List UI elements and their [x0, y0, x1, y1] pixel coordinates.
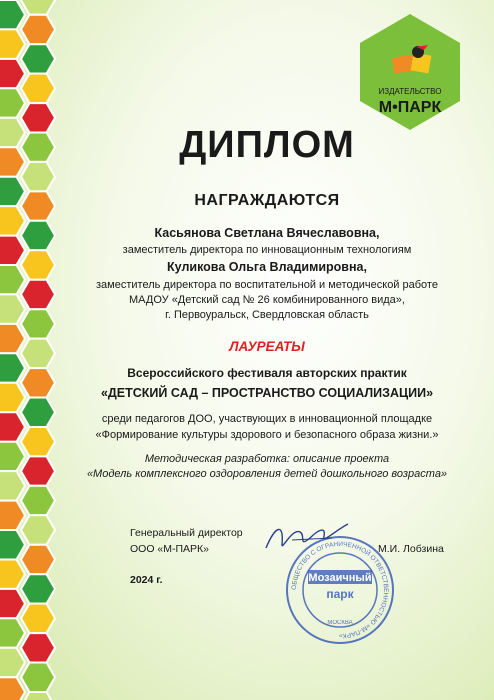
- stamp-top-text: Мозаичный: [308, 572, 372, 584]
- stamp-bottom-text: парк: [326, 587, 354, 601]
- logo-line2: М•ПАРК: [378, 99, 442, 116]
- hexagon-shape: [21, 663, 55, 693]
- hexagon-shape: [0, 29, 25, 59]
- hexagon-shape: [21, 0, 55, 15]
- logo-line1: ИЗДАТЕЛЬСТВО: [378, 87, 442, 96]
- director-signature: [262, 518, 352, 556]
- stamp-city-text: МОСКВА: [327, 620, 353, 626]
- hexagon-shape: [21, 486, 55, 516]
- hexagon-shape: [21, 15, 55, 45]
- hexagon-shape: [0, 530, 25, 560]
- hexagon-shape: [21, 44, 55, 73]
- hexagon-shape: [21, 515, 55, 544]
- hexagon-shape: [21, 604, 55, 634]
- organization-line2: г. Первоуральск, Свердловская область: [165, 309, 369, 321]
- hexagon-shape: [0, 648, 25, 677]
- festival-name: «ДЕТСКИЙ САД – ПРОСТРАНСТВО СОЦИАЛИЗАЦИИ»: [100, 386, 434, 400]
- year: 2024 г.: [130, 574, 163, 586]
- among-line2: «Формирование культуры здорового и безопасного образа жизни.»: [95, 429, 439, 441]
- director-title: Генеральный директор: [130, 527, 243, 539]
- recipient2-position: заместитель директора по воспитательной и методической работе: [96, 279, 438, 291]
- laureates-heading: ЛАУРЕАТЫ: [229, 339, 305, 354]
- hexagon-shape: [21, 633, 55, 662]
- awarded-heading: НАГРАЖДАЮТСЯ: [194, 192, 340, 209]
- diploma-title: ДИПЛОМ: [179, 124, 355, 166]
- hexagon-shape: [0, 0, 25, 29]
- publisher-logo: [356, 12, 464, 132]
- hexagon-shape: [21, 74, 55, 104]
- stamp-ring-text: ОБЩЕСТВО С ОГРАНИЧЕННОЙ ОТВЕТСТВЕННОСТЬЮ «М-ПАРК»: [290, 540, 390, 640]
- director-org: ООО «М-ПАРК»: [130, 543, 210, 555]
- festival-text: Всероссийского фестиваля авторских практик: [127, 366, 407, 380]
- hexagon-shape: [21, 545, 55, 575]
- recipient1-position: заместитель директора по инновационным технологиям: [122, 244, 412, 256]
- method-line2: «Модель комплексного оздоровления детей дошкольного возраста»: [86, 468, 448, 480]
- hexagon-shape: [21, 574, 55, 603]
- hexagon-shape: [0, 88, 25, 118]
- recipient1-name: Касьянова Светлана Вячеславовна,: [154, 226, 380, 240]
- hexagon-shape: [0, 589, 25, 618]
- hexagon-shape: [0, 501, 25, 530]
- director-name: М.И. Лобзина: [378, 543, 444, 555]
- organization-line1: МАДОУ «Детский сад № 26 комбинированного вида»,: [129, 294, 405, 306]
- hexagon-shape: [0, 560, 25, 589]
- hexagon-shape: [0, 59, 25, 88]
- recipient2-name: Куликова Ольга Владимировна,: [167, 260, 367, 274]
- hexagon-shape: [21, 692, 55, 700]
- hexagon-shape: [0, 618, 25, 648]
- among-line1: среди педагогов ДОО, участвующих в инновационной площадке: [101, 413, 433, 425]
- hexagon-shape: [0, 677, 25, 700]
- method-line1: Методическая разработка: описание проекта: [144, 453, 390, 465]
